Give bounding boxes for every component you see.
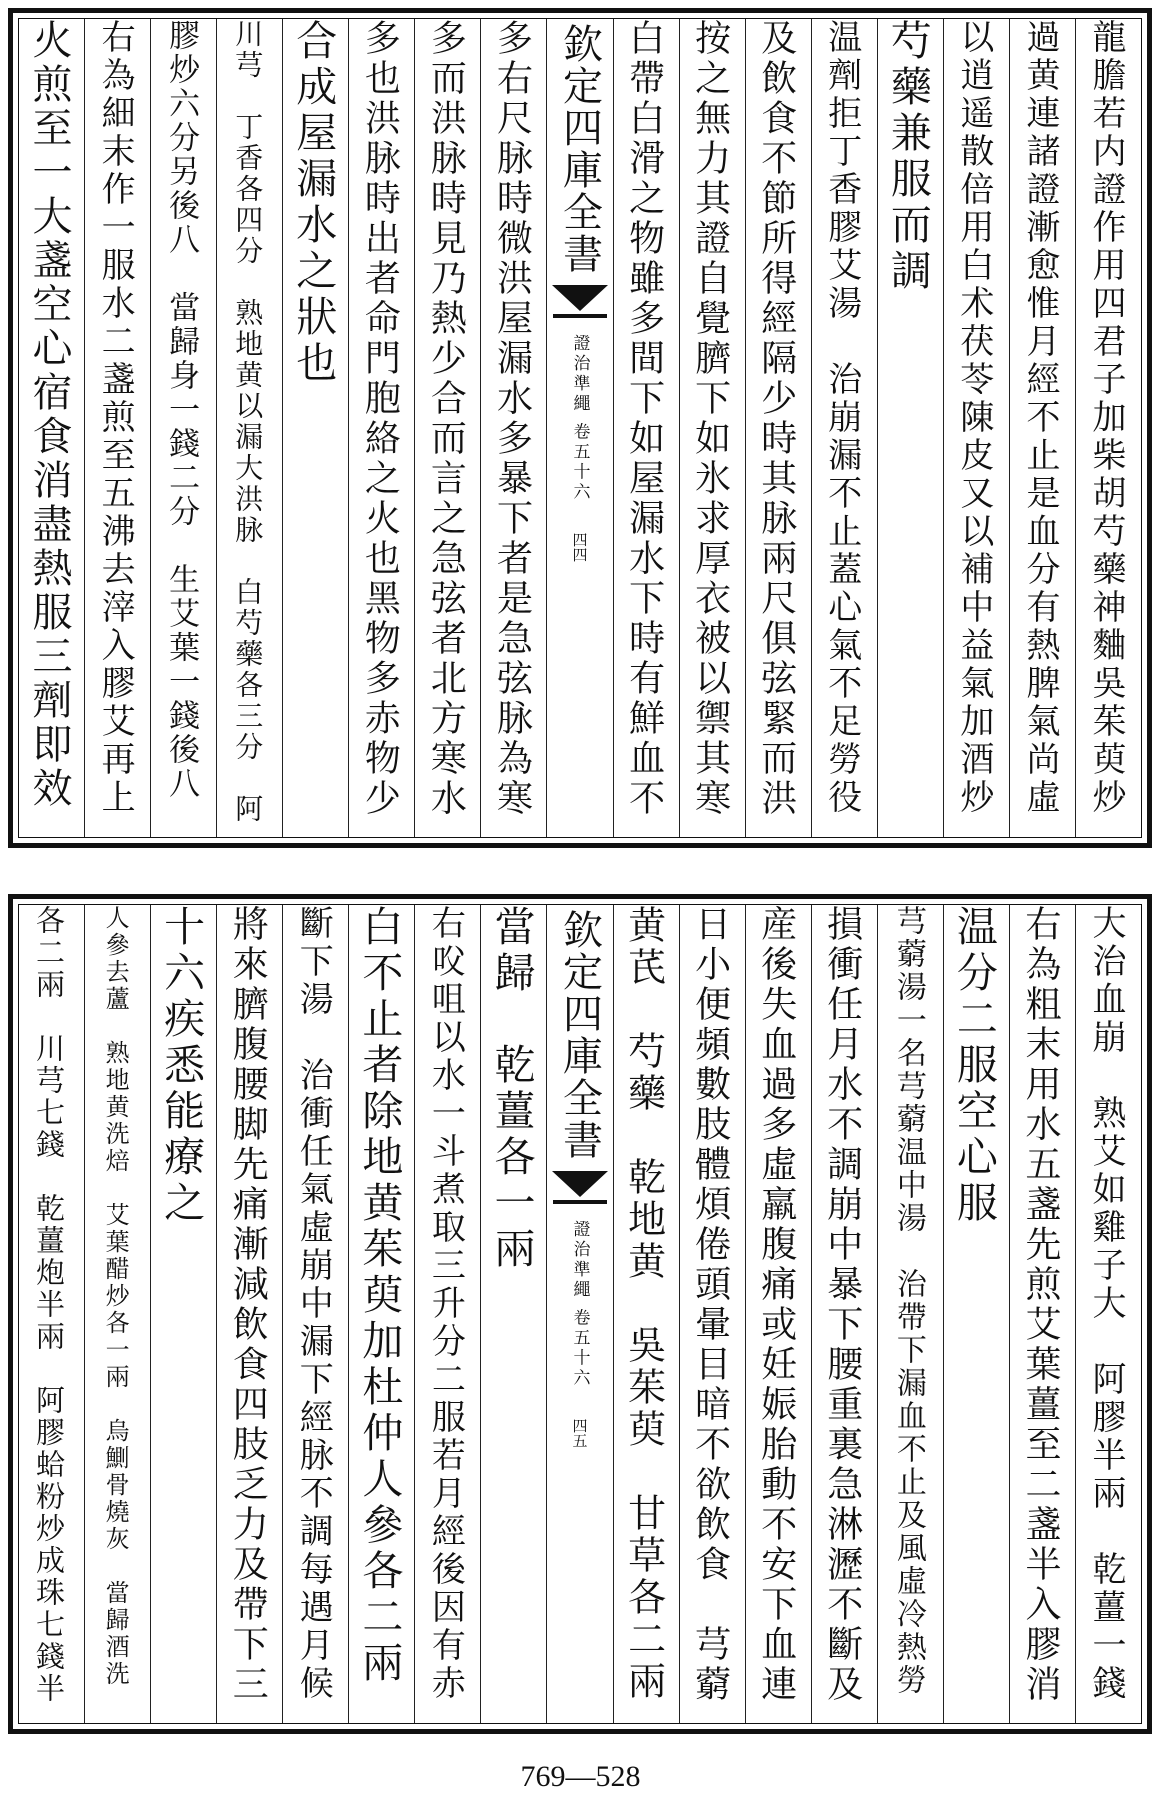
text-column [480,19,546,837]
bottom-page [8,894,1152,1734]
text-column [811,905,877,1723]
column-text: 大治血崩 熟艾如雞子大 阿膠半兩 乾薑一錢 [1086,905,1126,1703]
fish-tail-bar [553,1200,607,1204]
text-column [679,905,745,1723]
column-text: 日小便頻數肢體煩倦頭暈目暗不欲飲食 芎藭 [689,905,731,1705]
column-text: 右為粗末用水五盞先煎艾葉薑至二盞半入膠消 [1019,905,1061,1705]
column-text: 按之無力其證自覺臍下如氷求厚衣被以禦其寒 [689,19,731,819]
text-column [1009,19,1075,837]
column-text: 膠炒六分另後八 當歸身一錢二分 生艾葉一錢後八 [163,19,200,801]
text-column [745,905,811,1723]
book-title: 欽定四庫全書 [556,909,603,1161]
column-text: 以逍遥散倍用白术茯苓陳皮又以補中益氣加酒炒 [953,19,994,817]
text-column [943,905,1009,1723]
text-column [1075,19,1141,837]
text-column [282,19,348,837]
page-number: 四五 [570,1418,589,1449]
text-column [480,905,546,1723]
text-column [19,905,84,1723]
column-text: 温劑拒丁香膠艾湯 治崩漏不止蓋心氣不足勞役 [821,19,862,817]
volume-label: 證治準繩 卷五十六 [569,334,590,503]
text-column [1009,905,1075,1723]
footer-page-ref: 769—528 [520,1760,641,1793]
page-number: 四四 [570,532,589,563]
column-text: 十六疾悉能療之 [157,905,206,1227]
text-column [877,905,943,1723]
column-text: 黄芪 芍藥 乾地黄 吳茱萸 甘草各二兩 [621,905,666,1703]
text-column [745,19,811,837]
text-column [282,905,348,1723]
book-title: 欽定四庫全書 [556,23,603,275]
column-text: 火煎至一大盞空心宿食消盡熱服三劑即效 [26,19,72,811]
text-column [216,19,282,837]
text-column [811,19,877,837]
text-column [150,905,216,1723]
column-text: 右為細末作一服水二盞煎至五沸去滓入膠艾再上 [95,19,136,817]
text-column [679,19,745,837]
text-column [84,19,150,837]
column-text: 温分二服空心服 [949,905,998,1227]
column-text: 多而洪脉時見乃熱少合而言之急弦者北方寒水 [425,19,467,819]
column-text: 白不止者除地黄茱萸加杜仲人參各二兩 [355,905,404,1687]
text-column [348,905,414,1723]
column-text: 斷下湯 治衝任氣虛崩中漏下經脉不調每遇月候 [293,905,334,1703]
text-column [216,905,282,1723]
column-text: 芍藥兼服而調 [883,19,932,295]
column-text: 合成屋漏水之狀也 [289,19,338,387]
column-text: 人參去蘆 熟地黄洗焙 艾葉醋炒各一兩 烏鰂骨燒灰 當歸酒洗 [101,905,130,1688]
column-text: 右㕮咀以水一斗煮取三升分二服若月經後因有赤 [425,905,466,1703]
column-text: 及飲食不節所得經隔少時其脉兩尺俱弦緊而洪 [755,19,797,819]
fish-tail-icon [552,285,608,311]
column-text: 過黄連諸證漸愈惟月經不止是血分有熱脾氣尚虛 [1019,19,1060,817]
text-column [414,905,480,1723]
center-fold [546,905,612,1723]
column-text: 川芎 丁香各四分 熟地黄以漏大洪脉 白芍藥各三分 阿 [231,19,265,825]
fish-tail-icon [552,1171,608,1197]
column-text: 芎藭湯一名芎藭温中湯 治帶下漏血不止及風虛冷熱勞 [890,905,926,1697]
fish-tail-bar [553,314,607,318]
text-column [1075,905,1141,1723]
column-text: 將來臍腹腰脚先痛漸減飲食四肢乏力及帶下三 [227,905,269,1705]
text-column [84,905,150,1723]
text-column [348,19,414,837]
center-fold [546,19,612,837]
volume-label: 證治準繩 卷五十六 [569,1220,590,1389]
text-column [877,19,943,837]
column-text: 龍膽若内證作用四君子加柴胡芍藥神麯吳茱萸炒 [1086,19,1126,817]
text-column [19,19,84,837]
text-column [414,19,480,837]
text-column [613,905,679,1723]
column-text: 産後失血過多虛羸腹痛或妊娠胎動不安下血連 [755,905,797,1705]
column-text: 損衝任月水不調崩中暴下腰重裏急淋瀝不斷及 [821,905,863,1705]
text-column [613,19,679,837]
text-column [943,19,1009,837]
column-text: 多右尺脉時微洪屋漏水多暴下者是急弦脉為寒 [491,19,533,819]
column-text: 白帶白滑之物雖多間下如屋漏水下時有鮮血不 [623,19,665,819]
top-page [8,8,1152,848]
column-text: 多也洪脉時出者命門胞絡之火也黑物多赤物少 [359,19,401,819]
column-text: 當歸 乾薑各一兩 [487,905,536,1273]
text-column [150,19,216,837]
column-text: 各二兩 川芎七錢 乾薑炮半兩 阿膠蛤粉炒成珠七錢半 [32,905,66,1705]
